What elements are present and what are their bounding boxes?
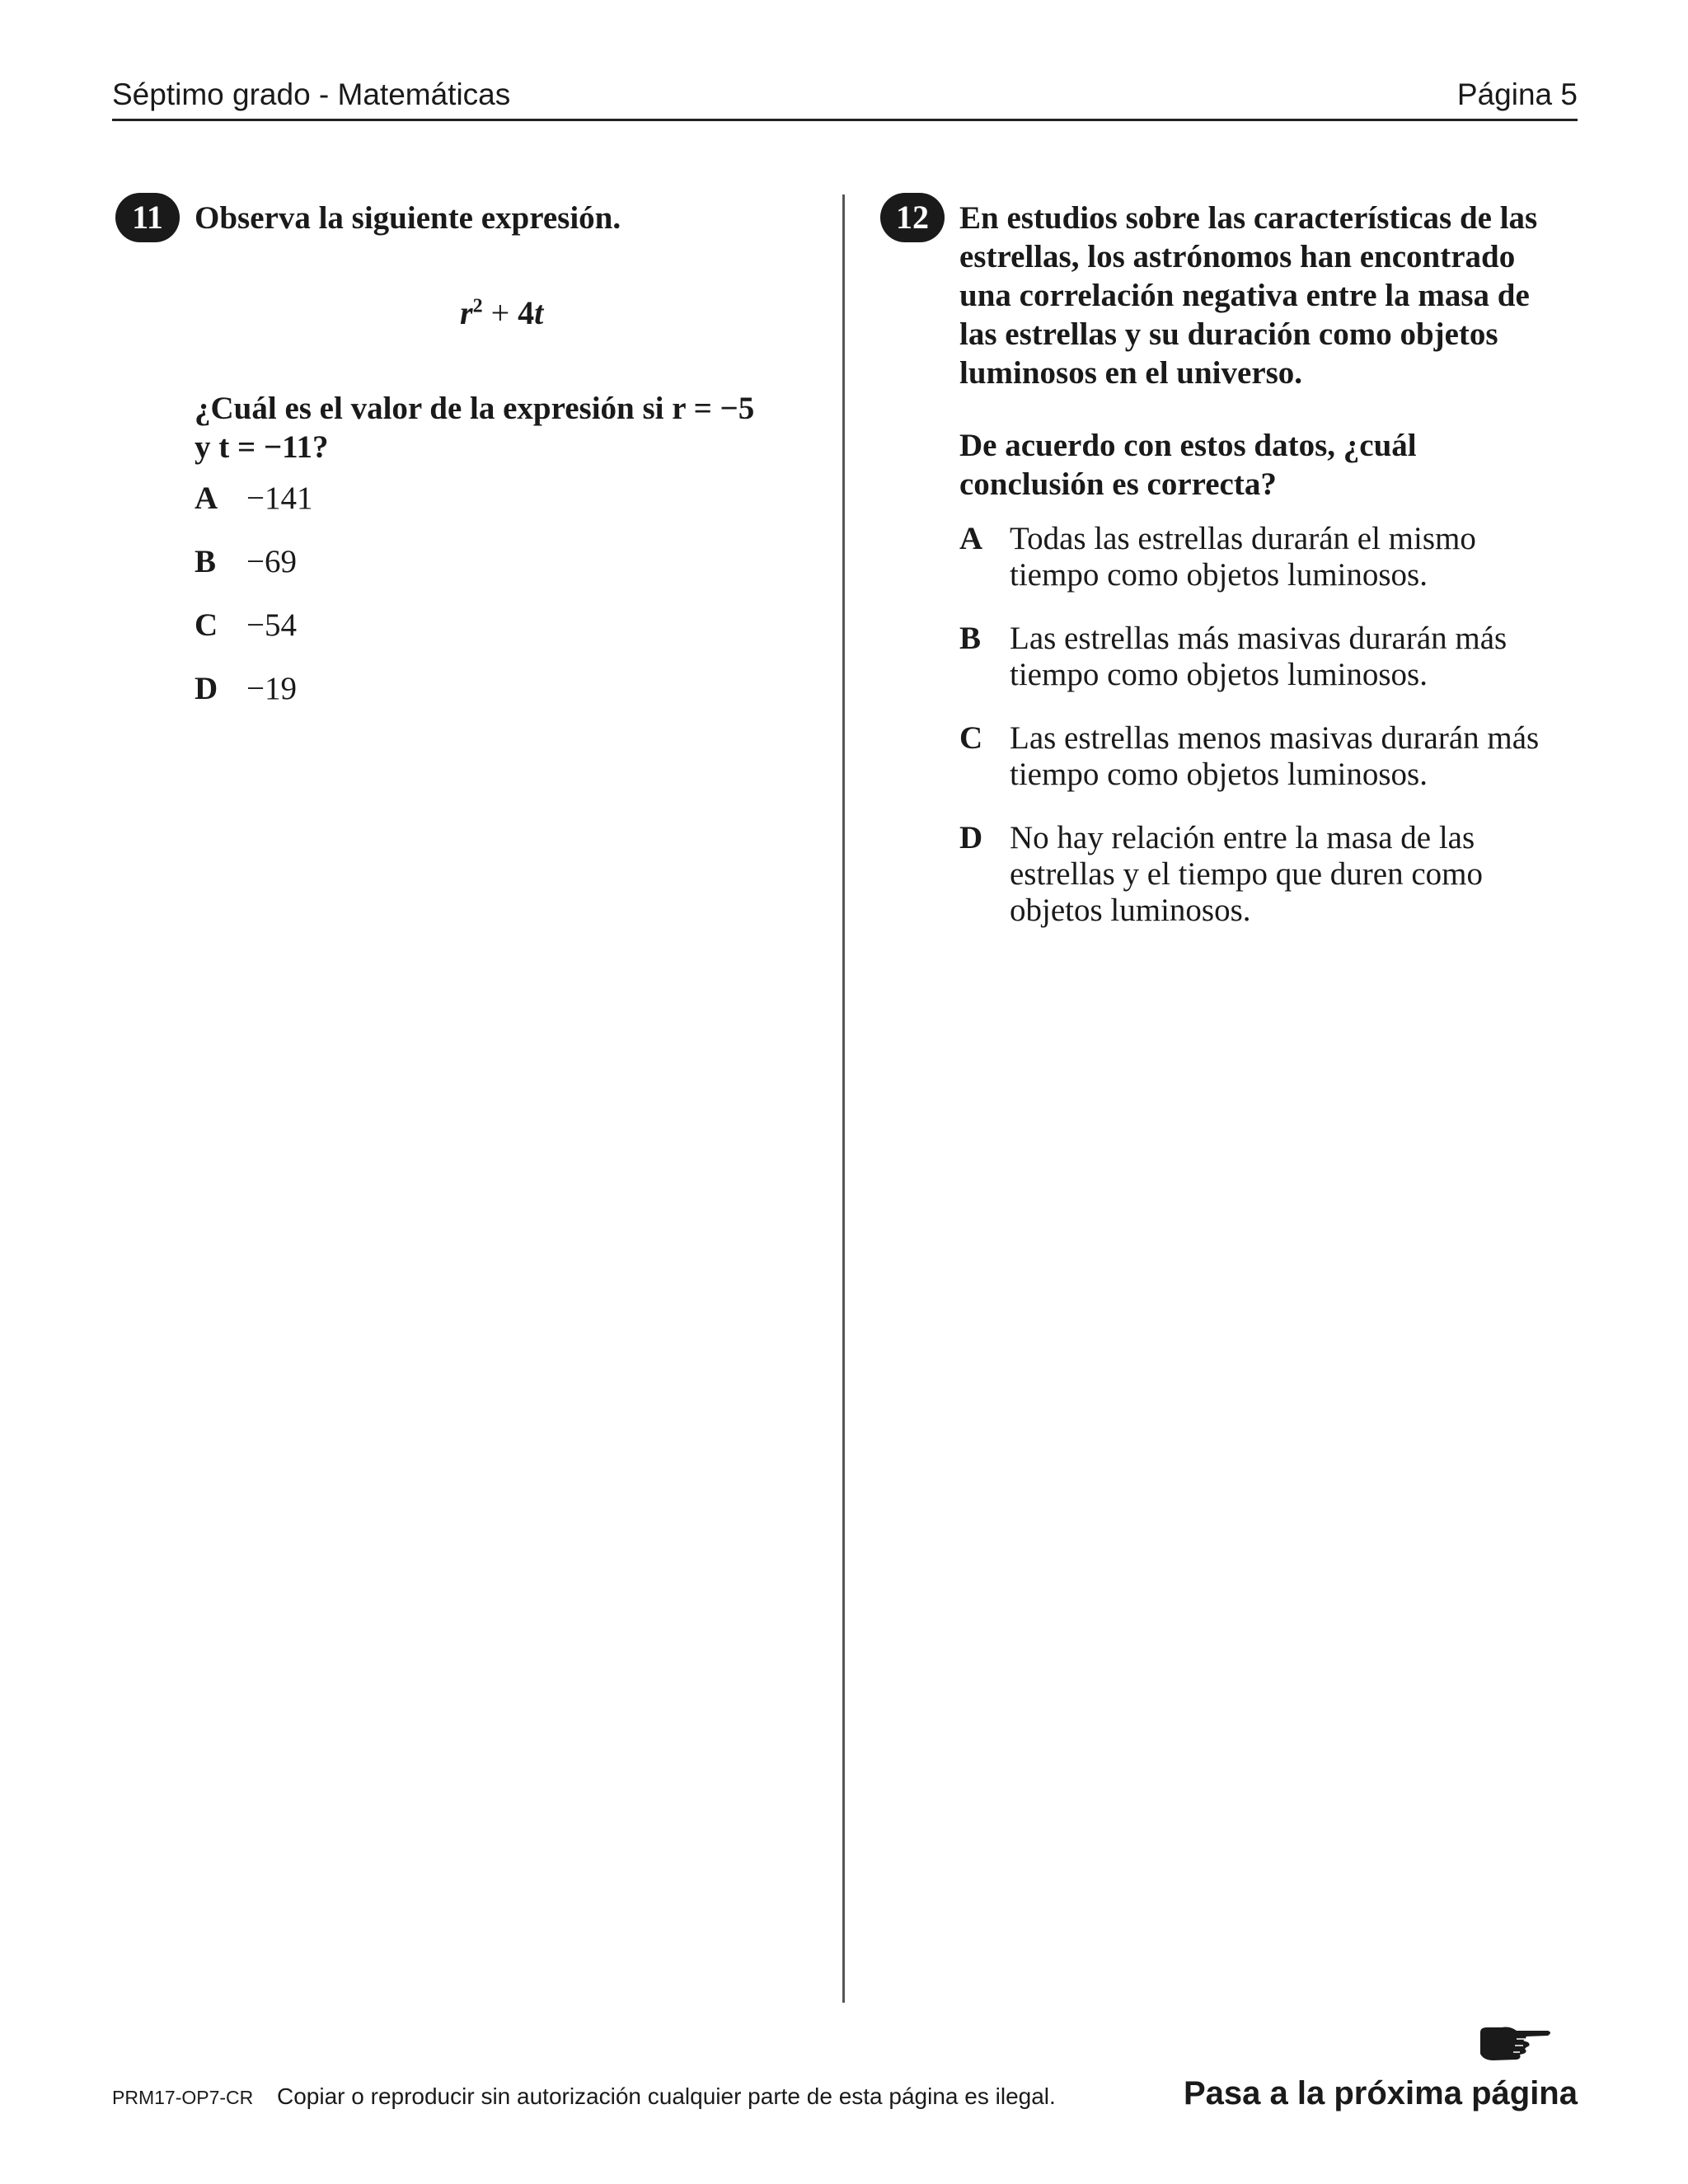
answer-choice-a[interactable] [195, 480, 607, 517]
choice-letter: D [195, 671, 218, 706]
choice-letter: A [195, 480, 218, 516]
copyright-notice: Copiar o reproducir sin autorización cualquier parte de esta página es ilegal. [277, 2083, 1056, 2109]
choice-text-line-1: No hay relación entre la masa de las [1010, 820, 1475, 855]
answer-choice-b[interactable] [959, 621, 1569, 693]
answer-choice-d[interactable] [959, 820, 1569, 929]
choice-text-line-1: Las estrellas menos masivas durarán más [1010, 720, 1540, 756]
question-stem: Observa la siguiente expresión. [195, 200, 621, 236]
choice-letter: C [959, 720, 983, 756]
choice-text-line-1: Las estrellas más masivas durarán más [1010, 621, 1507, 656]
section-title: Séptimo grado - Matemáticas [112, 77, 511, 111]
choice-text: −54 [246, 607, 297, 643]
column-divider [842, 194, 845, 2003]
choice-letter: C [195, 607, 218, 643]
choice-text: −19 [246, 671, 297, 706]
page-number: Página 5 [1456, 77, 1578, 111]
answer-choice-c[interactable] [195, 607, 607, 644]
choice-letter: B [959, 621, 982, 656]
choice-text-line-1: Todas las estrellas durarán el mismo [1010, 521, 1476, 556]
question-stem-line-3: una correlación negativa entre la masa de [959, 278, 1530, 313]
choice-text: −69 [246, 544, 297, 579]
question-stem-line-2: estrellas, los astrónomos han encontrado [959, 239, 1516, 274]
choice-text-line-2: tiempo como objetos luminosos. [1010, 757, 1428, 792]
page-header [112, 76, 1578, 121]
choice-text-line-2: tiempo como objetos luminosos. [1010, 657, 1428, 692]
choice-text-line-2: estrellas y el tiempo que duren como [1010, 856, 1483, 892]
math-expression: $r^2 + 4t$ [460, 294, 544, 331]
answer-choice-d[interactable] [195, 671, 607, 707]
form-code: PRM17-OP7-CR [112, 2087, 254, 2108]
answer-choice-a[interactable] [959, 521, 1569, 593]
pointing-hand-icon [1477, 2021, 1553, 2064]
answer-choice-b[interactable] [195, 544, 607, 580]
question-stem-line-1: En estudios sobre las características de las [959, 200, 1538, 236]
question-prompt-line-2: conclusión es correcta? [959, 466, 1277, 502]
choice-text-line-3: objetos luminosos. [1010, 893, 1251, 928]
answer-choice-c[interactable] [959, 720, 1569, 793]
next-page-label: Pasa a la próxima página [1184, 2075, 1578, 2111]
question-prompt-line-2: y t = −11? [195, 429, 329, 465]
question-stem-line-5: luminosos en el universo. [959, 355, 1303, 391]
question-prompt-line-1: De acuerdo con estos datos, ¿cuál [959, 428, 1417, 463]
choice-letter: B [195, 544, 217, 579]
choice-letter: D [959, 820, 983, 855]
question-number-badge: 12 [880, 193, 945, 242]
question-stem-line-4: las estrellas y su duración como objetos [959, 316, 1498, 352]
choice-text-line-2: tiempo como objetos luminosos. [1010, 557, 1428, 593]
choice-letter: A [959, 521, 983, 556]
question-number-badge: 11 [115, 193, 180, 242]
choice-text: −141 [246, 480, 313, 516]
question-prompt-line-1: ¿Cuál es el valor de la expresión si r = −5 [195, 391, 755, 426]
